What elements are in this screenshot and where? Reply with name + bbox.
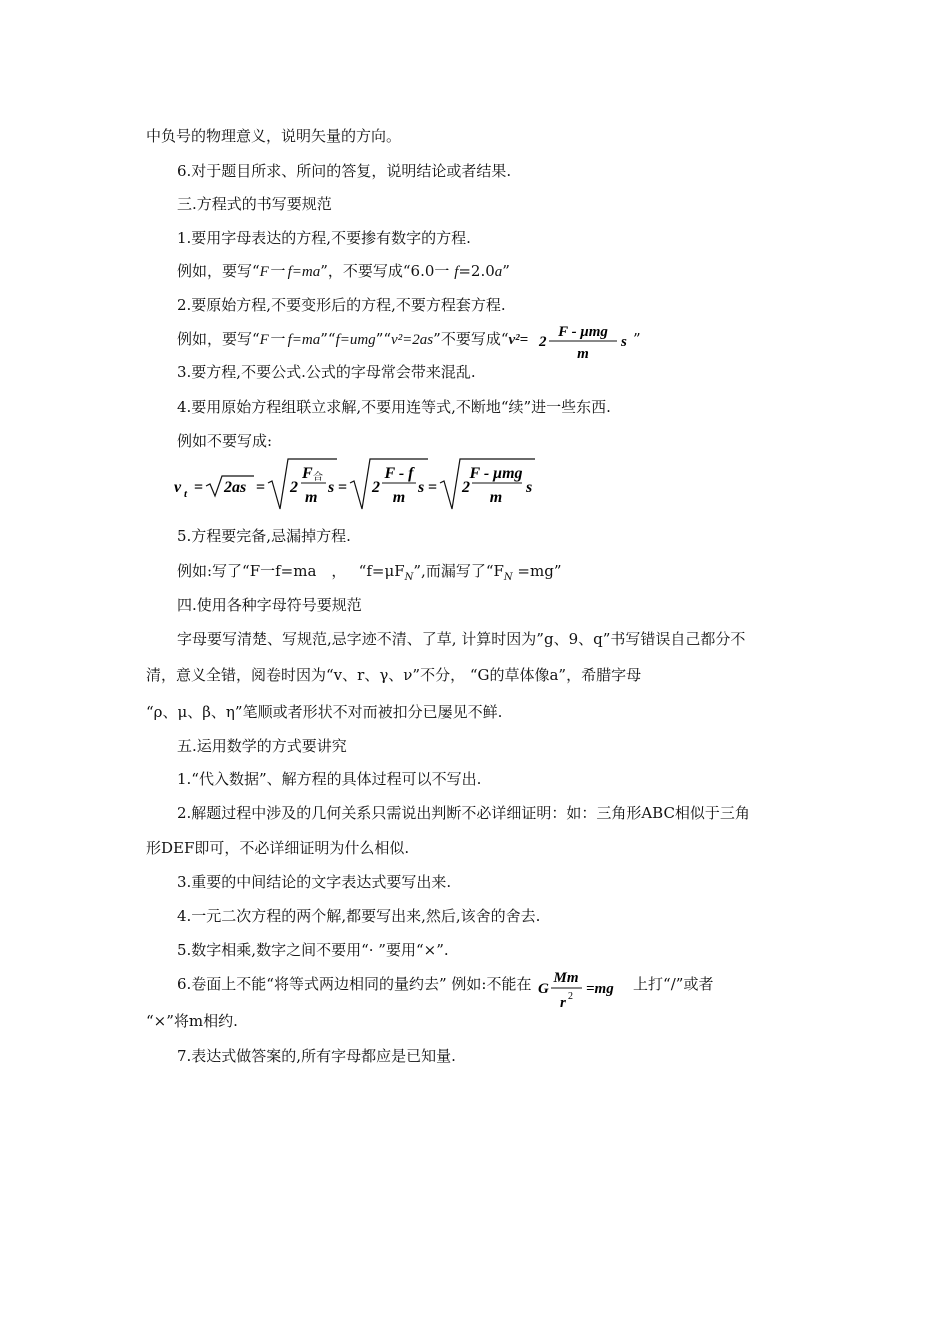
text-line [177, 260, 510, 283]
fraction-numerator: F - μmg [558, 324, 608, 340]
formula-eq: = [256, 479, 266, 496]
fraction-denominator: m [577, 346, 589, 362]
gravity-numerator: Mm [553, 970, 579, 986]
fraction-coef: 2 [538, 334, 547, 350]
formula-span: F一 f=ma [259, 332, 321, 348]
formula-span: f [454, 264, 459, 280]
text-span: ”，不要写成“6.0一 [320, 262, 455, 280]
text-line [177, 324, 641, 362]
subscript: N [404, 572, 414, 583]
formula-span: f=umg [335, 332, 376, 348]
section-heading: 三.方程式的书写要规范 [177, 195, 332, 213]
gravity-svg [536, 967, 636, 1015]
text-line: 字母要写清楚、写规范,忌字迹不清、了草, 计算时因为”g、9、q”书写错误自己都分不 [177, 630, 746, 648]
text-span: ” [502, 262, 510, 280]
text-line: 例如不要写成: [177, 432, 273, 450]
formula-lhs: v [174, 479, 182, 496]
text-line: 4.要用原始方程组联立求解,不要用连等式,不断地“续”进一些东西. [177, 398, 611, 416]
text-line: 7.表达式做答案的,所有字母都应是已知量. [177, 1047, 456, 1065]
text-span: =2.0 [458, 262, 495, 280]
formula-eq: = [194, 479, 204, 496]
term3-coef: 2 [372, 479, 380, 496]
text-span: ”“ [320, 330, 336, 348]
formula-span: a [494, 264, 503, 280]
term2-num-sub: 合 [313, 472, 323, 483]
sqrt1-content: 2as [224, 479, 247, 496]
text-line: 中负号的物理意义，说明矢量的方向。 [146, 127, 402, 145]
text-span: 上打“/”或者 [633, 975, 714, 993]
gravity-rhs: =mg [586, 981, 614, 997]
formula-eq: = [338, 479, 348, 496]
term2-tail: s [328, 479, 335, 496]
term3-tail: s [418, 479, 425, 496]
formula-span: F一 f=ma [259, 264, 321, 280]
text-line: 1.要用字母表达的方程,不要掺有数字的方程. [177, 229, 471, 247]
text-span: =mg” [512, 562, 562, 580]
text-span: 例如:写了“F一f=ma ， “f=μF [177, 562, 405, 580]
text-span: ” [632, 330, 641, 348]
text-span: 例如，要写“ [177, 262, 260, 280]
text-span: ”“ [375, 330, 392, 348]
text-line [177, 560, 562, 589]
formula-lhs-sub: t [184, 488, 188, 500]
text-line: 形DEF即可，不必详细证明为什么相似. [146, 839, 410, 857]
text-line: 6.对于题目所求、所问的答复，说明结论或者结果. [177, 162, 512, 180]
term4-den: m [489, 489, 503, 506]
chain-formula [170, 455, 550, 515]
fraction-tail: s [620, 334, 627, 350]
text-line: “×”将m相约. [146, 1012, 238, 1030]
formula-span: v²=2as [391, 332, 434, 348]
formula-eq: = [428, 479, 438, 496]
text-line: 清，意义全错，阅卷时因为“v、r、γ、ν”不分， “G的草体像a”，希腊字母 [146, 666, 642, 684]
text-line: “ρ、μ、β、η”笔顺或者形状不对而被扣分已屡见不鲜. [146, 703, 503, 721]
term2-num: F [302, 465, 313, 482]
text-line: 2.要原始方程,不要变形后的方程,不要方程套方程. [177, 296, 506, 314]
text-line: 5.方程要完备,忌漏掉方程. [177, 527, 351, 545]
text-line: 1.“代入数据”、解方程的具体过程可以不写出. [177, 770, 482, 788]
text-span: ”,而漏写了“F [413, 562, 504, 580]
term2-den: m [305, 489, 318, 506]
inline-fraction-formula [533, 324, 633, 362]
text-line: 3.重要的中间结论的文字表达式要写出来. [177, 873, 452, 891]
formula-span: v²= [508, 332, 529, 348]
term3-den: m [392, 489, 406, 506]
subscript: N [503, 572, 513, 583]
text-line: 4.一元二次方程的两个解,都要写出来,然后,该舍的舍去. [177, 907, 541, 925]
text-line: 2.解题过程中涉及的几何关系只需说出判断不必详细证明：如：三角形ABC相似于三角 [177, 804, 750, 822]
fraction-svg [533, 322, 643, 366]
text-line: 5.数字相乘,数字之间不要用“· ”要用“×”. [177, 941, 449, 959]
text-span: 6.卷面上不能“将等式两边相同的量约去” 例如:不能在 [177, 975, 532, 993]
term4-tail: s [526, 479, 533, 496]
term4-num: F - μmg [469, 465, 523, 482]
term4-coef: 2 [462, 479, 470, 496]
text-line: 3.要方程,不要公式.公式的字母常会带来混乱. [177, 363, 476, 381]
text-span: 例如，要写“ [177, 330, 260, 348]
gravity-exponent: 2 [568, 991, 574, 1002]
section-heading: 四.使用各种字母符号要规范 [177, 596, 362, 614]
term3-num: F - f [384, 465, 414, 482]
gravity-formula [536, 970, 628, 1011]
text-span: ”不要写成“ [433, 330, 509, 348]
section-heading: 五.运用数学的方式要讲究 [177, 737, 347, 755]
text-line [177, 970, 714, 1011]
gravity-denominator: r [560, 995, 567, 1011]
gravity-g: G [538, 981, 550, 997]
term2-coef: 2 [290, 479, 298, 496]
